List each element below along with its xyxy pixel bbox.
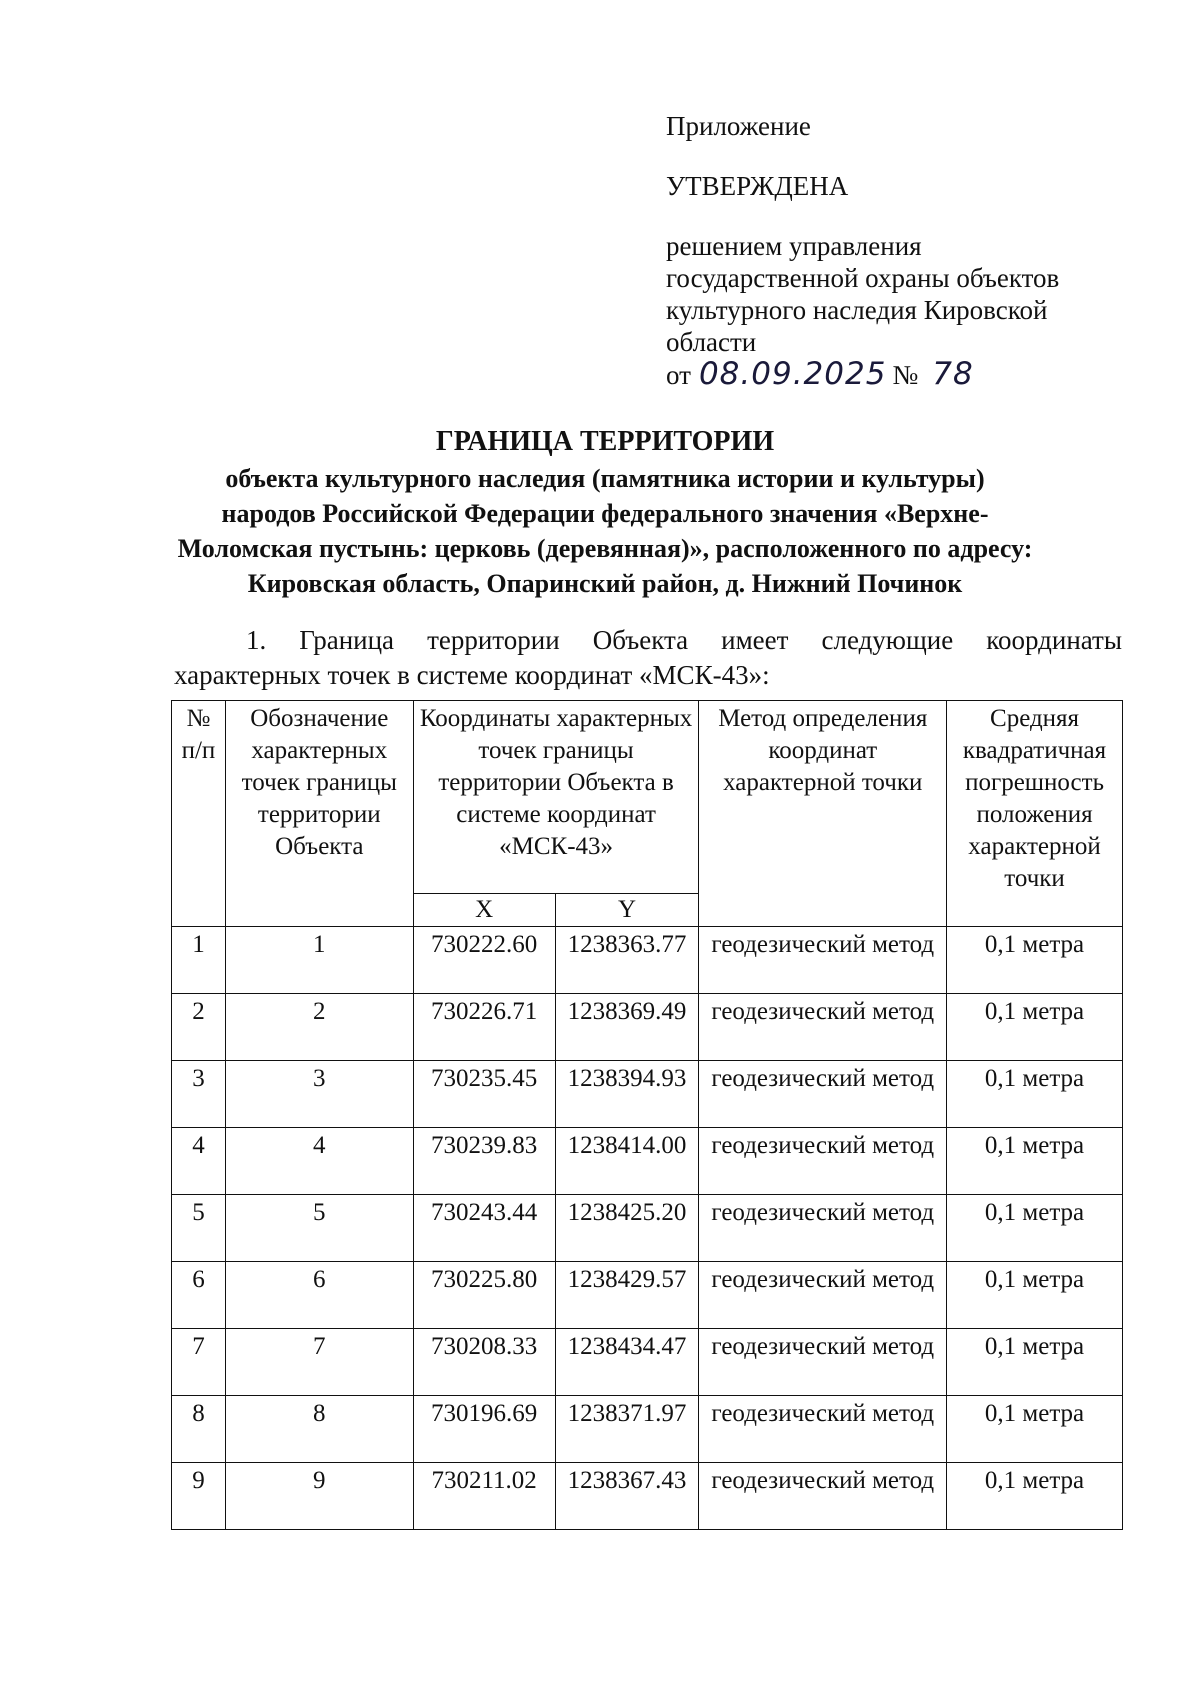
cell-num: 7 bbox=[172, 1329, 226, 1396]
header-num: № п/п bbox=[172, 701, 226, 927]
table-row bbox=[172, 994, 1123, 1061]
table-row bbox=[172, 1396, 1123, 1463]
cell-error: 0,1 метра bbox=[947, 1396, 1123, 1463]
cell-y: 1238414.00 bbox=[555, 1128, 699, 1195]
intro-line-2: характерных точек в системе координат «МСК-43»: bbox=[174, 660, 770, 690]
intro-paragraph bbox=[174, 623, 1122, 693]
cell-error: 0,1 метра bbox=[947, 1061, 1123, 1128]
cell-y: 1238425.20 bbox=[555, 1195, 699, 1262]
cell-num: 3 bbox=[172, 1061, 226, 1128]
cell-point: 7 bbox=[225, 1329, 413, 1396]
number-sign: № bbox=[892, 360, 919, 390]
header-designation: Обозначение характерных точек границы территории Объекта bbox=[225, 701, 413, 927]
table-header-row bbox=[172, 701, 1123, 894]
coordinates-table bbox=[171, 700, 1123, 1530]
header-error: Средняя квадратичная погрешность положения характерной точки bbox=[947, 701, 1123, 927]
cell-method: геодезический метод bbox=[699, 1061, 947, 1128]
title-line: Кировская область, Опаринский район, д. Нижний Починок bbox=[247, 569, 963, 598]
document-title bbox=[140, 425, 1070, 601]
title-line: Моломская пустынь: церковь (деревянная)», расположенного по адресу: bbox=[177, 534, 1033, 563]
cell-y: 1238394.93 bbox=[555, 1061, 699, 1128]
title-line: народов Российской Федерации федерального значения «Верхне- bbox=[221, 499, 989, 528]
cell-method: геодезический метод bbox=[699, 1262, 947, 1329]
title-line: объекта культурного наследия (памятника истории и культуры) bbox=[225, 464, 985, 493]
cell-error: 0,1 метра bbox=[947, 1128, 1123, 1195]
cell-y: 1238429.57 bbox=[555, 1262, 699, 1329]
approval-date-line bbox=[666, 358, 1146, 391]
decision-line: государственной охраны объектов bbox=[666, 263, 1060, 293]
cell-y: 1238367.43 bbox=[555, 1463, 699, 1530]
cell-num: 4 bbox=[172, 1128, 226, 1195]
cell-point: 4 bbox=[225, 1128, 413, 1195]
header-y: Y bbox=[555, 894, 699, 927]
cell-error: 0,1 метра bbox=[947, 1329, 1123, 1396]
cell-point: 8 bbox=[225, 1396, 413, 1463]
cell-y: 1238434.47 bbox=[555, 1329, 699, 1396]
cell-num: 2 bbox=[172, 994, 226, 1061]
table-row bbox=[172, 1195, 1123, 1262]
cell-point: 2 bbox=[225, 994, 413, 1061]
cell-error: 0,1 метра bbox=[947, 927, 1123, 994]
intro-line-1: 1. Граница территории Объекта имеет следующие координаты bbox=[246, 625, 1122, 655]
appendix-label: Приложение bbox=[666, 111, 811, 141]
title-main: ГРАНИЦА ТЕРРИТОРИИ bbox=[435, 426, 775, 457]
handwritten-number: 78 bbox=[932, 356, 974, 392]
cell-method: геодезический метод bbox=[699, 1195, 947, 1262]
cell-num: 9 bbox=[172, 1463, 226, 1530]
cell-point: 9 bbox=[225, 1463, 413, 1530]
table-row bbox=[172, 1329, 1123, 1396]
cell-point: 1 bbox=[225, 927, 413, 994]
table-row bbox=[172, 927, 1123, 994]
header-x: X bbox=[413, 894, 555, 927]
cell-num: 6 bbox=[172, 1262, 226, 1329]
decision-line: культурного наследия Кировской bbox=[666, 295, 1048, 325]
decision-line: решением управления bbox=[666, 231, 922, 261]
cell-x: 730225.80 bbox=[413, 1262, 555, 1329]
approval-block bbox=[666, 110, 1146, 391]
decision-line: области bbox=[666, 327, 757, 357]
cell-y: 1238369.49 bbox=[555, 994, 699, 1061]
cell-point: 6 bbox=[225, 1262, 413, 1329]
table-row bbox=[172, 1128, 1123, 1195]
cell-point: 5 bbox=[225, 1195, 413, 1262]
cell-method: геодезический метод bbox=[699, 994, 947, 1061]
cell-method: геодезический метод bbox=[699, 1128, 947, 1195]
header-coordinates: Координаты характерных точек границы территории Объекта в системе координат «МСК-43» bbox=[413, 701, 699, 894]
cell-method: геодезический метод bbox=[699, 927, 947, 994]
cell-method: геодезический метод bbox=[699, 1463, 947, 1530]
cell-x: 730226.71 bbox=[413, 994, 555, 1061]
cell-x: 730222.60 bbox=[413, 927, 555, 994]
cell-y: 1238363.77 bbox=[555, 927, 699, 994]
cell-x: 730239.83 bbox=[413, 1128, 555, 1195]
cell-y: 1238371.97 bbox=[555, 1396, 699, 1463]
table-row bbox=[172, 1262, 1123, 1329]
cell-error: 0,1 метра bbox=[947, 1463, 1123, 1530]
date-prefix: от bbox=[666, 360, 691, 390]
handwritten-date: 08.09.2025 bbox=[698, 356, 887, 392]
cell-num: 1 bbox=[172, 927, 226, 994]
cell-error: 0,1 метра bbox=[947, 1195, 1123, 1262]
table-row bbox=[172, 1061, 1123, 1128]
cell-x: 730196.69 bbox=[413, 1396, 555, 1463]
cell-x: 730243.44 bbox=[413, 1195, 555, 1262]
cell-method: геодезический метод bbox=[699, 1396, 947, 1463]
cell-error: 0,1 метра bbox=[947, 1262, 1123, 1329]
cell-method: геодезический метод bbox=[699, 1329, 947, 1396]
table-row bbox=[172, 1463, 1123, 1530]
cell-num: 8 bbox=[172, 1396, 226, 1463]
cell-x: 730211.02 bbox=[413, 1463, 555, 1530]
approved-label: УТВЕРЖДЕНА bbox=[666, 171, 849, 201]
cell-x: 730208.33 bbox=[413, 1329, 555, 1396]
cell-x: 730235.45 bbox=[413, 1061, 555, 1128]
header-method: Метод определения координат характерной точки bbox=[699, 701, 947, 927]
cell-point: 3 bbox=[225, 1061, 413, 1128]
cell-num: 5 bbox=[172, 1195, 226, 1262]
cell-error: 0,1 метра bbox=[947, 994, 1123, 1061]
